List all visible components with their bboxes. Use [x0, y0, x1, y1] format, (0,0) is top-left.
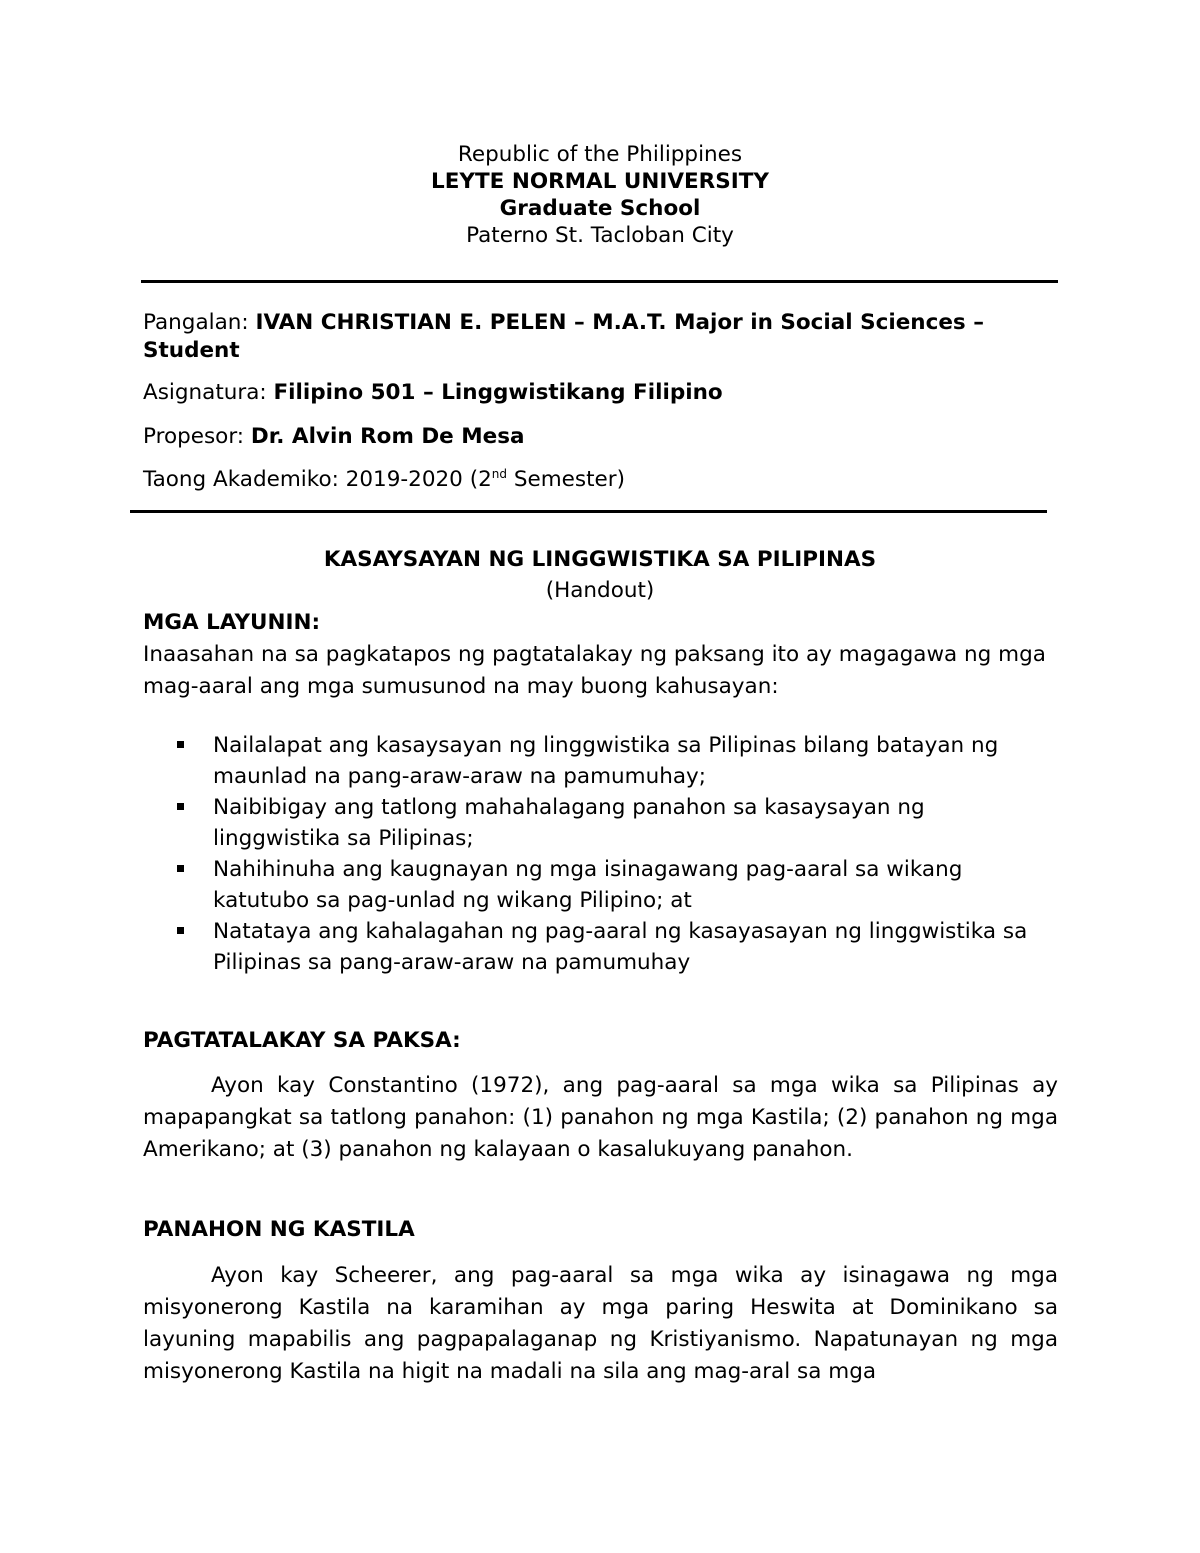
republic-line: Republic of the Philippines	[457, 142, 743, 167]
address-line: Paterno St. Tacloban City	[466, 223, 734, 248]
professor-value: Dr. Alvin Rom De Mesa	[250, 424, 525, 449]
discussion-heading: PAGTATALAKAY SA PAKSA:	[143, 1028, 461, 1053]
spanish-period-paragraph: Ayon kay Scheerer, ang pag-aaral sa mga wika ay isinagawa ng mga misyonerong Kastila na karamihan ay mga paring Heswita at Dominikano sa layuning mapabilis ang pagpapalaganap ng Kristiyanismo. Napatunayan ng mga misyonerong Kastila na higit na madali na sila ang mag-aral sa mga	[143, 1263, 1058, 1384]
name-label: Pangalan:	[143, 310, 256, 335]
school-name: Graduate School	[499, 196, 701, 221]
square-bullet-icon	[177, 927, 184, 934]
name-value: IVAN CHRISTIAN E. PELEN – M.A.T. Major in Social Sciences – Student	[143, 310, 984, 363]
name-row	[143, 309, 1063, 365]
subject-row	[143, 379, 1063, 407]
objective-text: Nailalapat ang kasaysayan ng linggwistika sa Pilipinas bilang batayan ng maunlad na pang-araw-araw na pamumuhay;	[213, 733, 999, 789]
objectives-list	[143, 730, 1058, 978]
semester-text: Semester)	[507, 467, 625, 492]
square-bullet-icon	[177, 803, 184, 810]
professor-row	[143, 423, 1063, 451]
list-item	[143, 854, 1058, 916]
list-item	[143, 792, 1058, 854]
objectives-heading: MGA LAYUNIN:	[143, 610, 321, 635]
discussion-paragraph: Ayon kay Constantino (1972), ang pag-aaral sa mga wika sa Pilipinas ay mapapangkat sa tatlong panahon: (1) panahon ng mga Kastila; (2) panahon ng mga Amerikano; at (3) panahon ng kalayaan o kasalukuyang panahon.	[143, 1073, 1058, 1162]
list-item	[143, 916, 1058, 978]
bottom-divider	[130, 510, 1047, 513]
subject-label: Asignatura:	[143, 380, 274, 405]
list-item	[143, 730, 1058, 792]
objective-text: Natataya ang kahalagahan ng pag-aaral ng kasayasayan ng linggwistika sa Pilipinas sa pang-araw-araw na pamumuhay	[213, 919, 1028, 975]
objectives-intro: Inaasahan na sa pagkatapos ng pagtatalakay ng paksang ito ay magagawa ng mga mag-aaral ang mga sumusunod na may buong kahusayan:	[143, 642, 1046, 699]
objective-text: Nahihinuha ang kaugnayan ng mga isinagawang pag-aaral sa wikang katutubo sa pag-unlad ng wikang Pilipino; at	[213, 857, 963, 913]
square-bullet-icon	[177, 741, 184, 748]
subject-value: Filipino 501 – Linggwistikang Filipino	[273, 380, 723, 405]
document-subtitle: (Handout)	[545, 578, 655, 603]
semester-ordinal: nd	[491, 466, 508, 481]
square-bullet-icon	[177, 865, 184, 872]
top-divider	[141, 280, 1058, 283]
professor-label: Propesor:	[143, 424, 251, 449]
university-name: LEYTE NORMAL UNIVERSITY	[431, 169, 769, 194]
spanish-period-heading: PANAHON NG KASTILA	[143, 1217, 415, 1242]
document-title: KASAYSAYAN NG LINGGWISTIKA SA PILIPINAS	[323, 547, 877, 572]
document-header	[0, 141, 1200, 249]
objective-text: Naibibigay ang tatlong mahahalagang panahon sa kasaysayan ng linggwistika sa Pilipinas;	[213, 795, 925, 851]
academic-year-text: Taong Akademiko: 2019-2020 (2	[143, 467, 492, 492]
academic-year-row	[143, 466, 1063, 494]
